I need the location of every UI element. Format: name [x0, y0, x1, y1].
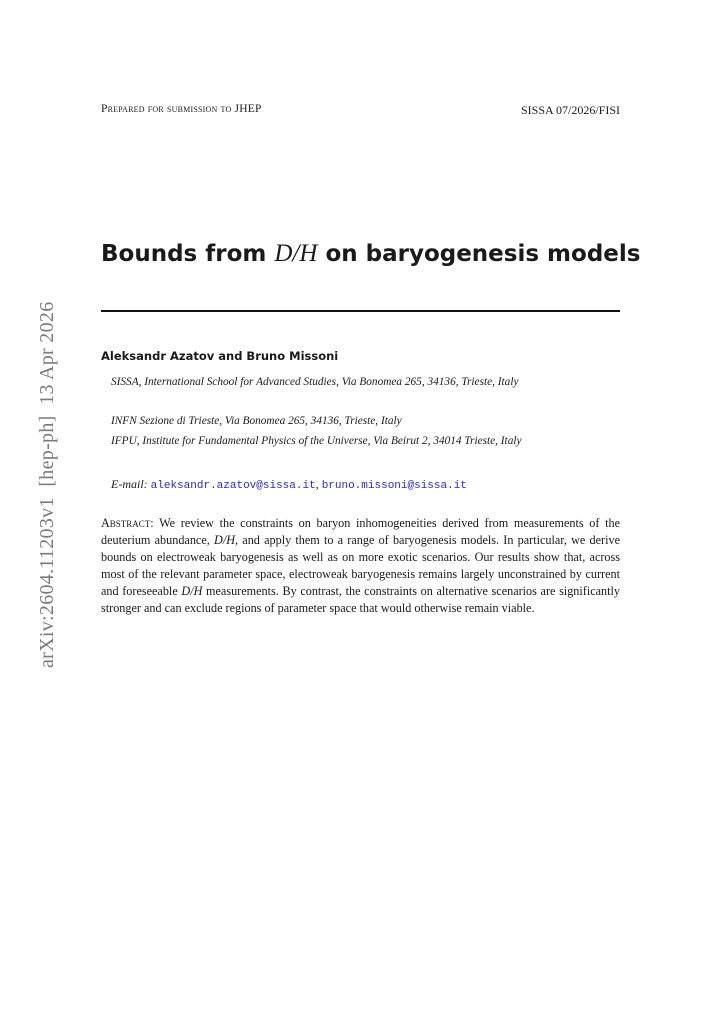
email-line	[111, 477, 467, 492]
title-text-after: on baryogenesis models	[317, 241, 641, 267]
title-rule	[101, 310, 620, 312]
title-text-before: Bounds from	[101, 241, 275, 267]
author-list: Aleksandr Azatov and Bruno Missoni	[101, 349, 339, 363]
journal-header: Prepared for submission to JHEP	[101, 103, 262, 115]
abstract	[101, 515, 620, 618]
title-math: D/H	[274, 240, 318, 267]
email-link-azatov[interactable]: aleksandr.azatov@sissa.it	[150, 480, 316, 492]
abstract-heading: Abstract:	[101, 516, 154, 530]
paper-title	[101, 240, 640, 268]
arxiv-sidebar-stamp: arXiv:2604.11203v1 [hep-ph] 13 Apr 2026	[36, 301, 58, 668]
email-separator: ,	[315, 477, 322, 491]
abstract-text-1: We review the constraints on baryon inhomogeneities derived from measurements of the deuterium abundance,	[101, 516, 620, 548]
abstract-text-3: measurements. By contrast, the constraints on alternative scenarios are significantly stronger and can exclude regions of parameter space that would otherwise remain viable.	[101, 584, 620, 616]
abstract-text-2: , and apply them to a range of baryogenesis models. In particular, we derive bounds on electroweak baryogenesis as well as on more exotic scenarios. Our results show that, across most of the relevant parameter space, electroweak baryogenesis remains largely unconstrained by current and foreseeable	[101, 533, 620, 599]
abstract-math-2: D/H	[181, 584, 203, 599]
affiliation-sissa: SISSA, International School for Advanced Studies, Via Bonomea 265, 34136, Trieste, Italy	[111, 376, 519, 388]
affiliation-infn: INFN Sezione di Trieste, Via Bonomea 265, 34136, Trieste, Italy	[111, 415, 402, 427]
preprint-number: SISSA 07/2026/FISI	[520, 103, 620, 117]
email-link-missoni[interactable]: bruno.missoni@sissa.it	[321, 480, 467, 492]
affiliation-ifpu: IFPU, Institute for Fundamental Physics of the Universe, Via Beirut 2, 34014 Trieste, Italy	[111, 435, 522, 447]
abstract-math-1: D/H	[214, 533, 236, 548]
email-label: E-mail:	[111, 477, 148, 491]
